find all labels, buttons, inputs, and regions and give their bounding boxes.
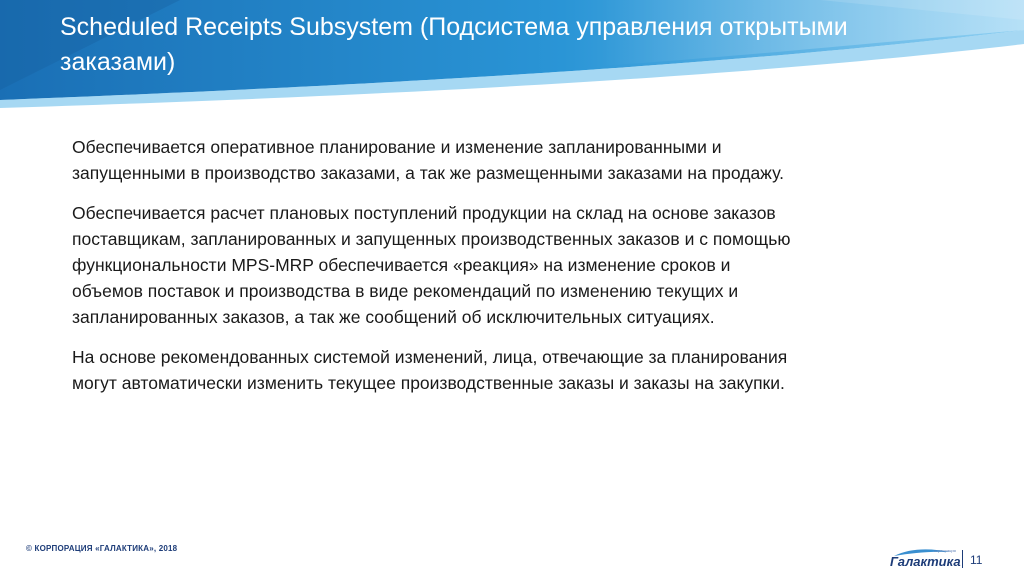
paragraph-1: Обеспечивается оперативное планирование и изменение запланированными и запущенными в производство заказами, а так же размещенными заказами на продажу. (72, 137, 784, 183)
footer-divider (962, 550, 963, 568)
slide-body (72, 134, 802, 410)
galaktika-logo (890, 548, 960, 570)
paragraph-2: Обеспечивается расчет плановых поступлений продукции на склад на основе заказов поставщикам, запланированных и запущенных производственных заказов и с помощью функциональности MPS-MRP обеспечивается «реакция» на изменение сроков и объемов поставок и производства в виде рекомендаций по изменению текущих и запланированных заказов, а так же сообщений об исключительных ситуациях. (72, 203, 791, 327)
logo-text: Галактика (890, 554, 961, 569)
paragraph-3: На основе рекомендованных системой изменений, лица, отвечающие за планирования могут автоматически изменить текущее производственные заказы и заказы на закупки. (72, 347, 788, 393)
copyright-text: © КОРПОРАЦИЯ «ГАЛАКТИКА», 2018 (26, 544, 178, 553)
slide-title: Scheduled Receipts Subsystem (Подсистема управления открытыми заказами) (60, 13, 848, 76)
page-number: 11 (970, 553, 983, 567)
logo-subtext: корпорация (934, 548, 956, 553)
header-banner (0, 0, 1024, 108)
